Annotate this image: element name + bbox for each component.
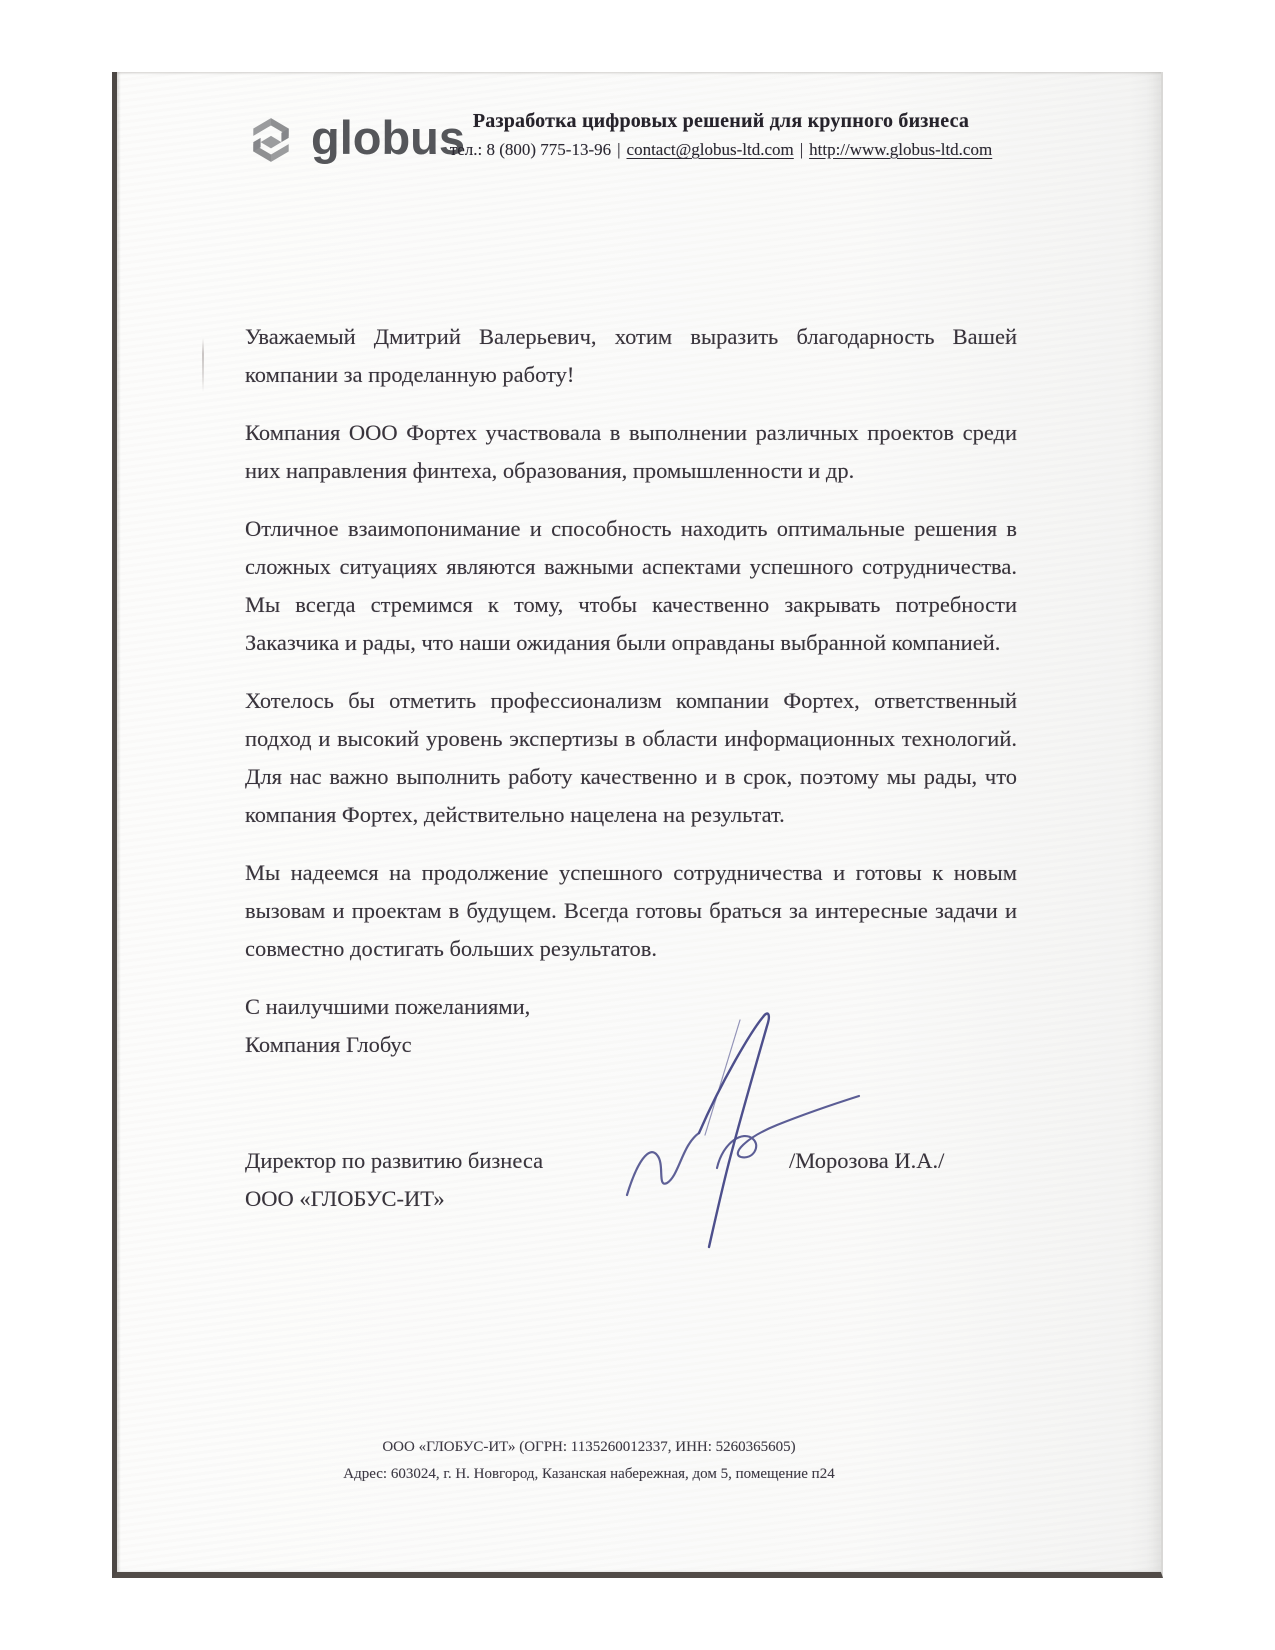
paper-top-edge (117, 72, 1161, 75)
separator: | (799, 140, 804, 159)
closing-company: Компания Глобус (245, 1032, 412, 1057)
paragraph-projects: Компания ООО Фортех участвовала в выполнении различных проектов среди них направления финтеха, образования, промышленности и др. (245, 420, 1017, 483)
paragraph-future: Мы надеемся на продолжение успешного сотрудничества и готовы к новым вызовам и проектам в будущем. Всегда готовы браться за интересные задачи и совместно достигать больших результатов. (245, 860, 1017, 961)
phone-number: тел.: 8 (800) 775-13-96 (449, 140, 612, 159)
signatory-name: /Морозова И.А./ (789, 1148, 945, 1173)
logo (245, 112, 465, 168)
closing-wishes: С наилучшими пожеланиями, (245, 994, 531, 1019)
email-link[interactable]: contact@globus-ltd.com (626, 140, 794, 159)
company-tagline: Разработка цифровых решений для крупного бизнеса (472, 110, 970, 132)
paragraph-cooperation: Отличное взаимопонимание и способность находить оптимальные решения в сложных ситуациях являются важными аспектами успешного сотрудничества. Мы всегда стремимся к тому, чтобы качественно закрывать потребности Заказчика и рады, что наши ожидания были оправданы выбранной компанией. (245, 516, 1017, 655)
scan-artifact-line (202, 338, 204, 392)
globus-logo-icon (245, 112, 297, 168)
website-link[interactable]: http://www.globus-ltd.com (809, 140, 993, 159)
position-title: Директор по развитию бизнеса (245, 1148, 544, 1173)
contact-line (441, 140, 1001, 160)
paper-sheet (112, 72, 1163, 1578)
footer-requisites (117, 1434, 1061, 1488)
separator: | (617, 140, 621, 159)
paragraph-professionalism: Хотелось бы отметить профессионализм компании Фортех, ответственный подход и высокий уровень экспертизы в области информационных технологий. Для нас важно выполнить работу качественно и в срок, поэтому мы рады, что компания Фортех, действительно нацелена на результат. (245, 688, 1017, 827)
brand-name: globus (311, 110, 466, 164)
letter-body (245, 318, 1017, 1064)
signature-ink (587, 990, 887, 1260)
footer-company-line: ООО «ГЛОБУС-ИТ» (ОГРН: 1135260012337, ИНН: 5260365605) (382, 1439, 796, 1455)
paragraph-greeting: Уважаемый Дмитрий Валерьевич, хотим выразить благодарность Вашей компании за проделанную работу! (245, 324, 1017, 387)
footer-address-line: Адрес: 603024, г. Н. Новгород, Казанская набережная, дом 5, помещение п24 (343, 1466, 835, 1482)
letterhead-contacts (441, 110, 1001, 160)
position-company: ООО «ГЛОБУС-ИТ» (245, 1186, 445, 1211)
